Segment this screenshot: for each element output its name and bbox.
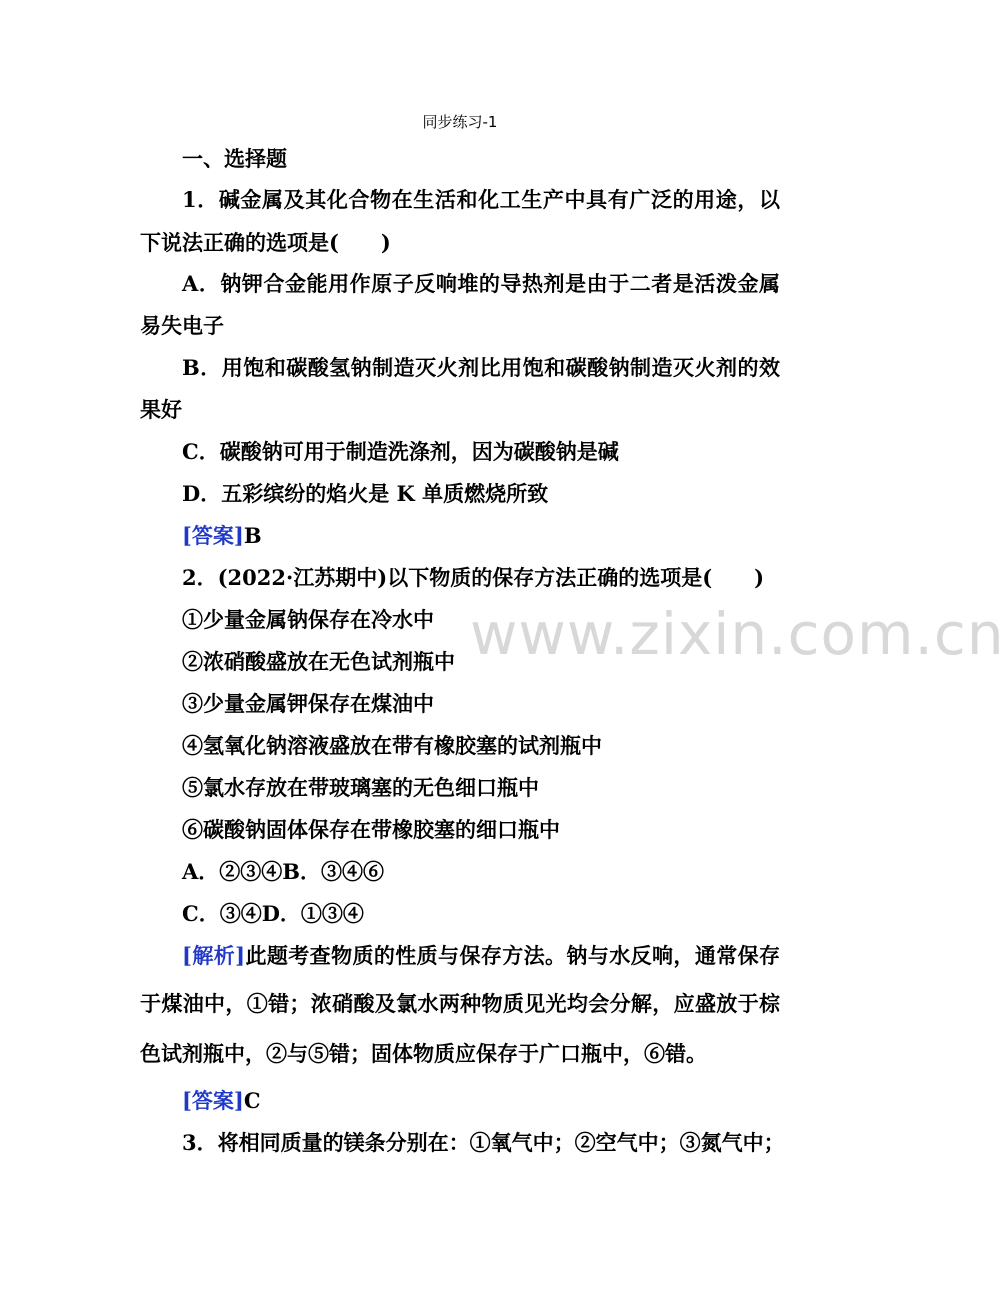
q2-item-4: ④氢氧化钠溶液盛放在带有橡胶塞的试剂瓶中 (182, 733, 602, 758)
answer-tag: [答案] (182, 523, 244, 548)
q2-options-line1: A．②③④B．③④⑥ (182, 859, 385, 884)
q2-answer (182, 1087, 261, 1115)
answer-value: C (243, 1088, 261, 1113)
analysis-text: 此题考查物质的性质与保存方法。钠与水反响，通常保存 (245, 943, 781, 968)
q1-option-b-line1: B．用饱和碳酸氢钠制造灭火剂比用饱和碳酸钠制造灭火剂的效 (182, 355, 780, 380)
q1-option-b-line2: 果好 (140, 397, 182, 422)
answer-tag: [答案] (182, 1088, 244, 1113)
q1-option-c: C．碳酸钠可用于制造洗涤剂，因为碳酸钠是碱 (182, 439, 619, 464)
q2-analysis-line1 (182, 942, 780, 970)
q1-option-a-line2: 易失电子 (140, 313, 224, 338)
q2-stem: 2．(2022·江苏期中)以下物质的保存方法正确的选项是( ) (182, 565, 765, 590)
q3-stem-line1: 3．将相同质量的镁条分别在：①氧气中；②空气中；③氮气中； (182, 1130, 785, 1155)
q2-item-6: ⑥碳酸钠固体保存在带橡胶塞的细口瓶中 (182, 817, 560, 842)
q1-option-a-line1: A．钠钾合金能用作原子反响堆的导热剂是由于二者是活泼金属 (182, 271, 780, 296)
watermark: www.zixin.com.cn (470, 600, 1005, 668)
q2-item-2: ②浓硝酸盛放在无色试剂瓶中 (182, 649, 455, 674)
q1-answer (182, 522, 262, 550)
q2-item-3: ③少量金属钾保存在煤油中 (182, 691, 434, 716)
q2-item-5: ⑤氯水存放在带玻璃塞的无色细口瓶中 (182, 775, 539, 800)
q2-item-1: ①少量金属钠保存在冷水中 (182, 607, 434, 632)
q1-option-d: D．五彩缤纷的焰火是 K 单质燃烧所致 (182, 481, 549, 506)
answer-value: B (243, 523, 262, 548)
q2-options-line2: C．③④D．①③④ (182, 901, 364, 926)
q2-analysis-line3: 色试剂瓶中，②与⑤错；固体物质应保存于广口瓶中，⑥错。 (140, 1041, 707, 1066)
q2-analysis-line2: 于煤油中，①错；浓硝酸及氯水两种物质见光均会分解，应盛放于棕 (140, 991, 780, 1016)
q1-stem-line2: 下说法正确的选项是( ) (140, 230, 391, 255)
q1-stem-line1: 1．碱金属及其化合物在生活和化工生产中具有广泛的用途，以 (182, 187, 780, 212)
analysis-tag: [解析] (182, 943, 246, 968)
page-title: 同步练习-1 (422, 113, 498, 131)
section-title: 一、选择题 (182, 146, 287, 171)
